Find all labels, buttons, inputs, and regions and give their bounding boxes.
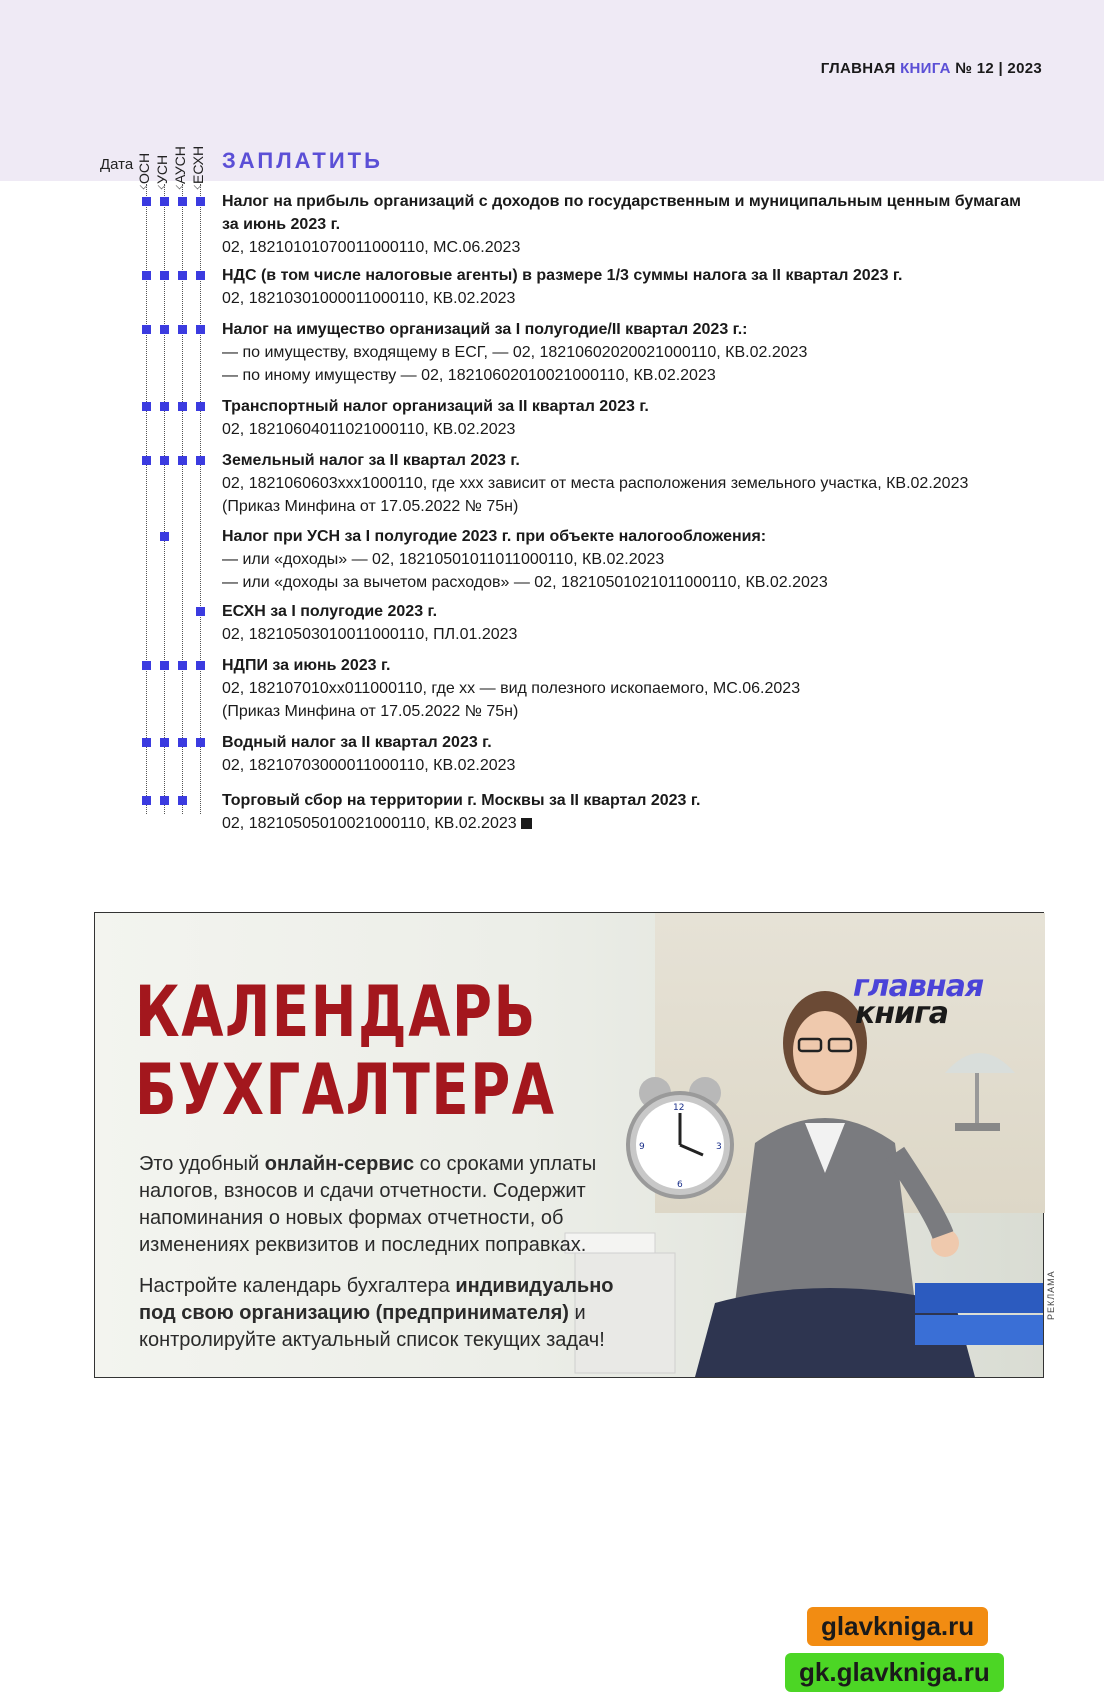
brand-part2: КНИГА [900, 60, 951, 77]
applicability-marker-усн [160, 197, 169, 206]
applicability-marker-есхн [196, 402, 205, 411]
payment-detail-text: — по иному имуществу — 02, 18210602010021000110, КВ.02.2023 [222, 367, 716, 384]
url-glavkniga-link[interactable]: glavkniga.ru [807, 1607, 988, 1646]
applicability-marker-усн [160, 796, 169, 805]
url-gk-glavkniga-link[interactable]: gk.glavkniga.ru [785, 1653, 1004, 1692]
applicability-marker-аусн [178, 456, 187, 465]
payment-detail-text: 02, 18210703000011000110, КВ.02.2023 [222, 757, 516, 774]
column-header-eshn [190, 130, 208, 184]
column-label: АУСН [172, 146, 188, 184]
svg-text:6: 6 [677, 1180, 683, 1190]
payment-detail-text: 02, 1821060603xxx1000110, где xxx зависит от места расположения земельного участка, КВ.02.2023 [222, 475, 969, 492]
applicability-marker-аусн [178, 325, 187, 334]
payment-detail [222, 812, 1022, 835]
applicability-marker-усн [160, 661, 169, 670]
svg-text:9: 9 [639, 1142, 645, 1152]
payment-title: НДС (в том числе налоговые агенты) в размере 1/3 суммы налога за II квартал 2023 г. [222, 267, 903, 284]
alarm-clock-image [615, 1063, 745, 1213]
text: Настройте календарь бухгалтера [139, 1275, 456, 1297]
payment-title: Транспортный налог организаций за II квартал 2023 г. [222, 398, 649, 415]
ad-title [135, 973, 556, 1129]
ad-paragraph-2 [139, 1273, 619, 1354]
applicability-marker-усн [160, 456, 169, 465]
payment-title: Водный налог за II квартал 2023 г. [222, 734, 492, 751]
brand-part1: ГЛАВНАЯ [820, 60, 901, 77]
applicability-marker-осн [142, 456, 151, 465]
payment-title: НДПИ за июнь 2023 г. [222, 657, 391, 674]
payment-title: Торговый сбор на территории г. Москвы за II квартал 2023 г. [222, 792, 701, 809]
brand-logo [853, 969, 1013, 1031]
payment-detail [222, 700, 1022, 723]
applicability-marker-усн [160, 402, 169, 411]
end-mark-icon [521, 818, 532, 829]
advertisement[interactable] [94, 912, 1044, 1687]
applicability-marker-осн [142, 197, 151, 206]
payment-entry [222, 395, 1022, 441]
payment-detail [222, 418, 1022, 441]
logo-line1: главная [853, 969, 984, 1004]
payment-detail-text: (Приказ Минфина от 17.05.2022 № 75н) [222, 498, 519, 515]
payment-detail-text: — или «доходы» — 02, 18210501011011000110, КВ.02.2023 [222, 551, 665, 568]
applicability-marker-осн [142, 738, 151, 747]
applicability-marker-аусн [178, 271, 187, 280]
desk-lamp-image [925, 1013, 1035, 1143]
payment-title: Земельный налог за II квартал 2023 г. [222, 452, 520, 469]
payment-detail-text: 02, 18210505010021000110, КВ.02.2023 [222, 815, 517, 832]
payment-detail [222, 571, 1022, 594]
payment-detail [222, 472, 1022, 495]
payment-detail [222, 677, 1022, 700]
payment-detail [222, 623, 1022, 646]
payment-detail-text: 02, 18210301000011000110, КВ.02.2023 [222, 290, 516, 307]
payment-title: Налог на прибыль организаций с доходов по государственным и муниципальным ценным бумагам за июнь 2023 г. [222, 193, 1022, 233]
payment-entry [222, 789, 1022, 835]
payment-title: ЕСХН за I полугодие 2023 г. [222, 603, 438, 620]
ad-description [139, 1151, 619, 1368]
column-label: УСН [154, 154, 170, 184]
payment-detail-text: (Приказ Минфина от 17.05.2022 № 75н) [222, 703, 519, 720]
payment-title: Налог при УСН за I полугодие 2023 г. при объекте налогообложения: [222, 528, 767, 545]
payment-entry [222, 264, 1022, 310]
ad-title-line1: КАЛЕНДАРЬ [135, 971, 537, 1053]
payment-detail-text: 02, 18210503010011000110, ПЛ.01.2023 [222, 626, 518, 643]
payment-detail-text: — по имуществу, входящему в ЕСГ, — 02, 18210602020021000110, КВ.02.2023 [222, 344, 808, 361]
payment-detail-text: 02, 18210604011021000110, КВ.02.2023 [222, 421, 516, 438]
highlight: онлайн-сервис [264, 1153, 415, 1175]
column-header-osn [136, 130, 154, 184]
payment-detail-text: 02, 182107010xx011000110, где xx — вид полезного ископаемого, МС.06.2023 [222, 680, 801, 697]
applicability-marker-аусн [178, 796, 187, 805]
payment-detail [222, 236, 1022, 259]
applicability-marker-есхн [196, 738, 205, 747]
svg-text:12: 12 [673, 1103, 685, 1113]
payment-title: Налог на имущество организаций за I полугодие/II квартал 2023 г.: [222, 321, 748, 338]
payment-entry [222, 731, 1022, 777]
section-title: ЗАПЛАТИТЬ [222, 148, 383, 173]
payment-detail [222, 287, 1022, 310]
payment-entry [222, 654, 1022, 723]
payment-detail [222, 754, 1022, 777]
column-header-ausn [172, 130, 190, 184]
applicability-marker-осн [142, 796, 151, 805]
payment-entry [222, 600, 1022, 646]
issue-number: № 12 | 2023 [950, 60, 1042, 77]
ad-paragraph-1 [139, 1151, 619, 1259]
payment-entry [222, 525, 1022, 594]
text: со сроками уплаты налогов, взносов и сдачи отчетности. Содержит напоминания о новых формах отчетности, об изменениях реквизитов и последних поправках. [139, 1153, 597, 1256]
running-head [821, 60, 1042, 77]
payment-detail [222, 495, 1022, 518]
applicability-marker-усн [160, 738, 169, 747]
applicability-marker-усн [160, 271, 169, 280]
svg-text:3: 3 [716, 1142, 722, 1152]
column-label: ОСН [136, 152, 152, 184]
applicability-marker-есхн [196, 607, 205, 616]
logo-line2: книга [855, 996, 949, 1031]
text: и контролируйте актуальный список текущих задач! [139, 1302, 605, 1351]
applicability-marker-осн [142, 402, 151, 411]
applicability-marker-аусн [178, 197, 187, 206]
folders-image [915, 1273, 1043, 1353]
applicability-marker-аусн [178, 661, 187, 670]
applicability-marker-есхн [196, 456, 205, 465]
payment-entry [222, 449, 1022, 518]
applicability-marker-аусн [178, 402, 187, 411]
applicability-marker-осн [142, 325, 151, 334]
applicability-marker-усн [160, 325, 169, 334]
payment-detail [222, 548, 1022, 571]
payment-entry [222, 318, 1022, 387]
applicability-marker-усн [160, 532, 169, 541]
date-column-label: Дата [100, 156, 134, 173]
column-header-usn [154, 130, 172, 184]
applicability-marker-есхн [196, 661, 205, 670]
text: Это удобный [139, 1153, 265, 1175]
payment-detail [222, 364, 1022, 387]
payment-detail [222, 341, 1022, 364]
ad-title-line2: БУХГАЛТЕРА [135, 1049, 556, 1131]
applicability-marker-осн [142, 271, 151, 280]
applicability-marker-есхн [196, 271, 205, 280]
payment-detail-text: 02, 18210101070011000110, МС.06.2023 [222, 239, 521, 256]
highlight: индивидуально под свою организацию (предпринимателя) [139, 1275, 614, 1324]
applicability-marker-есхн [196, 197, 205, 206]
column-label: ЕСХН [190, 145, 206, 184]
payment-entry [222, 190, 1022, 259]
advertising-label: РЕКЛАМА [1046, 1270, 1056, 1320]
applicability-marker-аусн [178, 738, 187, 747]
applicability-marker-есхн [196, 325, 205, 334]
payment-detail-text: — или «доходы за вычетом расходов» — 02, 18210501021011000110, КВ.02.2023 [222, 574, 828, 591]
applicability-marker-осн [142, 661, 151, 670]
